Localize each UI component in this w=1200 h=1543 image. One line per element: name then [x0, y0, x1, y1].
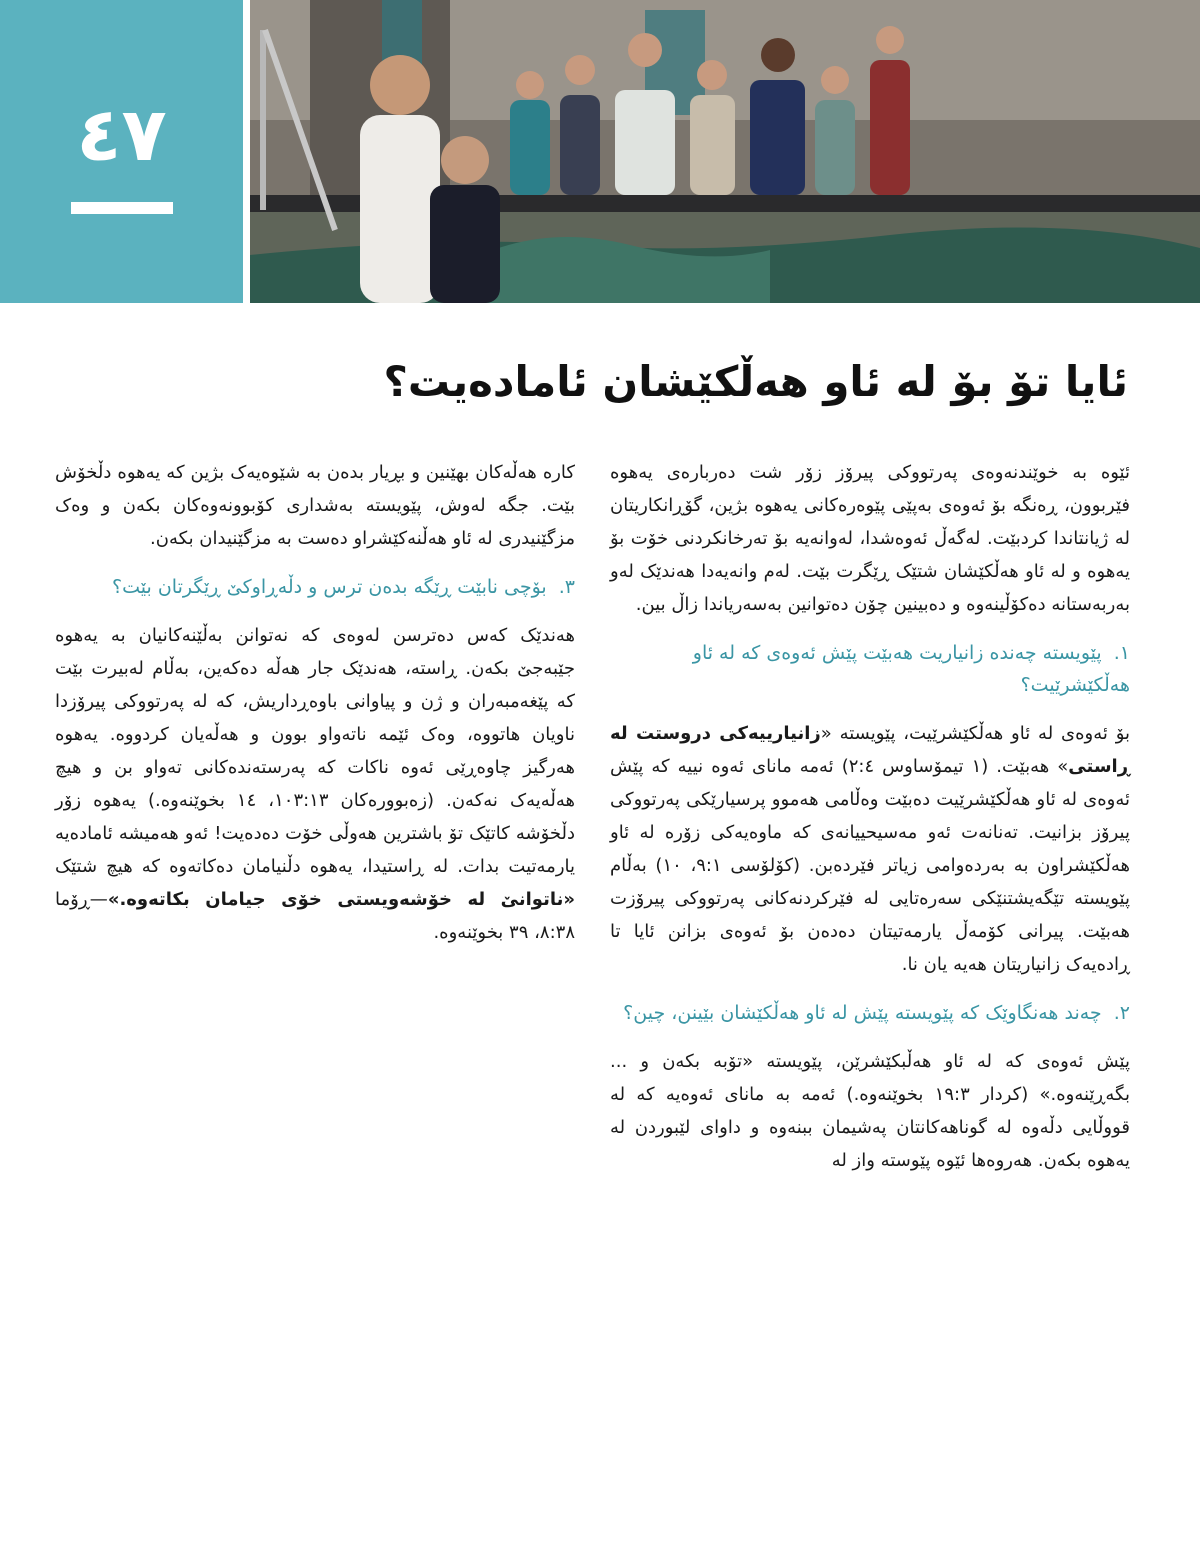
answer-2-paragraph: پێش ئەوەی کە لە ئاو هەڵبکێشرێن، پێویستە «تۆبە بکەن و ... بگەڕێنەوە.» (کردار ١٩:٣ بخوێنەوە.) ئەمە بە مانای ئەوەیە کە لە قووڵایی دڵەوە لە گوناهەکانتان پەشیمان ببنەوە و داوای لێبوردن لە یەهوە بکەن. هەروەها ئێوە پێوستە واز لە — [610, 1051, 1130, 1171]
left-column — [55, 456, 575, 965]
answer-3-bold: «ناتوانێ لە خۆشەویستی خۆی جیامان بکاتەوە.» — [107, 889, 575, 910]
question-3-number: ٣. — [558, 576, 575, 598]
question-1-number: ١. — [1113, 642, 1130, 664]
question-1-text: پێویستە چەندە زانیاریت هەبێت پێش ئەوەی کە لە ئاو هەڵکێشرێیت؟ — [692, 642, 1130, 696]
question-2-number: ٢. — [1113, 1002, 1130, 1024]
answer-2-continued: کارە هەڵەکان بهێنین و بڕیار بدەن بە شێوەیەک بژین کە یەهوە دڵخۆش بێت. جگە لەوش، پێویستە بەشداری کۆبوونەوەکان بکەن و وەک مزگێنیدری لە ئاو هەڵنەکێشراو دەست بە مزگێنیدان بکەن. — [55, 462, 575, 549]
lesson-number: ٤٧ — [76, 92, 167, 178]
answer-1-text-before: بۆ ئەوەی لە ئاو هەڵکێشرێیت، پێویستە « — [820, 723, 1130, 744]
baptism-photo-icon — [250, 0, 1200, 303]
answer-3-text-after: —ڕۆما ٨:٣٨، ٣٩ بخوێنەوە. — [55, 889, 575, 943]
question-3-text: بۆچی نابێت ڕێگە بدەن ترس و دڵەڕاوکێ ڕێگرتان بێت؟ — [112, 576, 547, 598]
answer-1-bold: زانیارییەکی دروستت لە ڕاستی — [610, 723, 1130, 777]
question-2 — [610, 997, 1130, 1029]
question-1 — [610, 637, 1130, 701]
answer-3-paragraph — [55, 619, 575, 949]
right-column — [610, 456, 1130, 1193]
answer-1-text-after: » هەبێت. (١ تیمۆساوس ٢:٤) ئەمە مانای ئەوە نییە کە پێش ئەوەی لە ئاو هەڵکێشرێیت دەبێت وەڵامی هەموو پرسیارێکی پەرتووکی پیرۆز بزانیت. تەنانەت ئەو مەسیحییانەی کە ماوەیەکی زۆرە لە ئاو هەڵکێشراون بە بەردەوامی زیاتر فێردەبن. (کۆلۆسی ٩:١، ١٠) بەڵام پێویستە تێگەیشتنێکی سەرەتایی لە فێرکردنەکانی پەرتووکی پیرۆزت هەبێت. پیرانی کۆمەڵ یارمەتیتان دەدەن بۆ ئەوەی بزانن ئایا تا ڕادەیەک زانیاریتان هەیە یان نا. — [610, 756, 1130, 975]
answer-1-paragraph — [610, 717, 1130, 981]
question-3 — [55, 571, 575, 603]
lesson-number-underline — [71, 202, 173, 214]
intro-paragraph: ئێوە بە خوێندنەوەی پەرتووکی پیرۆز زۆر شت دەربارەی یەهوە فێربوون، ڕەنگە بۆ ئەوەی بەپێی پێوەرەکانی یەهوە بژین، گۆڕانکاریتان لە ژیانتاندا کردبێت. لەگەڵ ئەوەشدا، لەوانەیە بۆ تەرخانکردنی خۆت بۆ یەهوە و لە ئاو هەڵکێشان شتێک ڕێگرت بێت. لەم وانەیەدا هەندێک لەو بەربەستانە دەکۆڵینەوە و دەبینین چۆن دەتوانین بەسەریاندا زاڵ بین. — [610, 462, 1130, 615]
header-photo — [250, 0, 1200, 303]
lesson-number-block — [0, 0, 243, 303]
question-2-text: چەند هەنگاوێک کە پێویستە پێش لە ئاو هەڵکێشان بێینن، چین؟ — [623, 1002, 1102, 1024]
answer-3-text-before: هەندێک کەس دەترسن لەوەی کە نەتوانن بەڵێنەکانیان بە یەهوە جێبەجێ بکەن. ڕاستە، هەندێک جار هەڵە دەکەین، بەڵام لەبیرت بێت کە پێغەمبەران و ژن و پیاوانی باوەڕداریش، کە لە پەرتووکی پیرۆزدا ناویان هاتووە، وەک ئێمە ناتەواو بوون و هەڵەیان کردووە. یەهوە هەرگیز چاوەڕێی ئەوە ناکات کە پەرستەندەکانی تەواو بن و هیچ هەڵەیەک نەکەن. (زەبوورەکان ١٠٣:١٣، ١٤ بخوێنەوە.) یەهوە زۆر دڵخۆشە کاتێک تۆ باشترین هەوڵی خۆت دەدەیت! ئەو هەمیشە ئامادەیە یارمەتیت بدات. لە ڕاستیدا، یەهوە دڵنیامان دەکاتەوە کە هیچ شتێک — [55, 625, 576, 877]
page-title: ئایا تۆ بۆ لە ئاو هەڵکێشان ئامادەیت؟ — [383, 357, 1128, 406]
